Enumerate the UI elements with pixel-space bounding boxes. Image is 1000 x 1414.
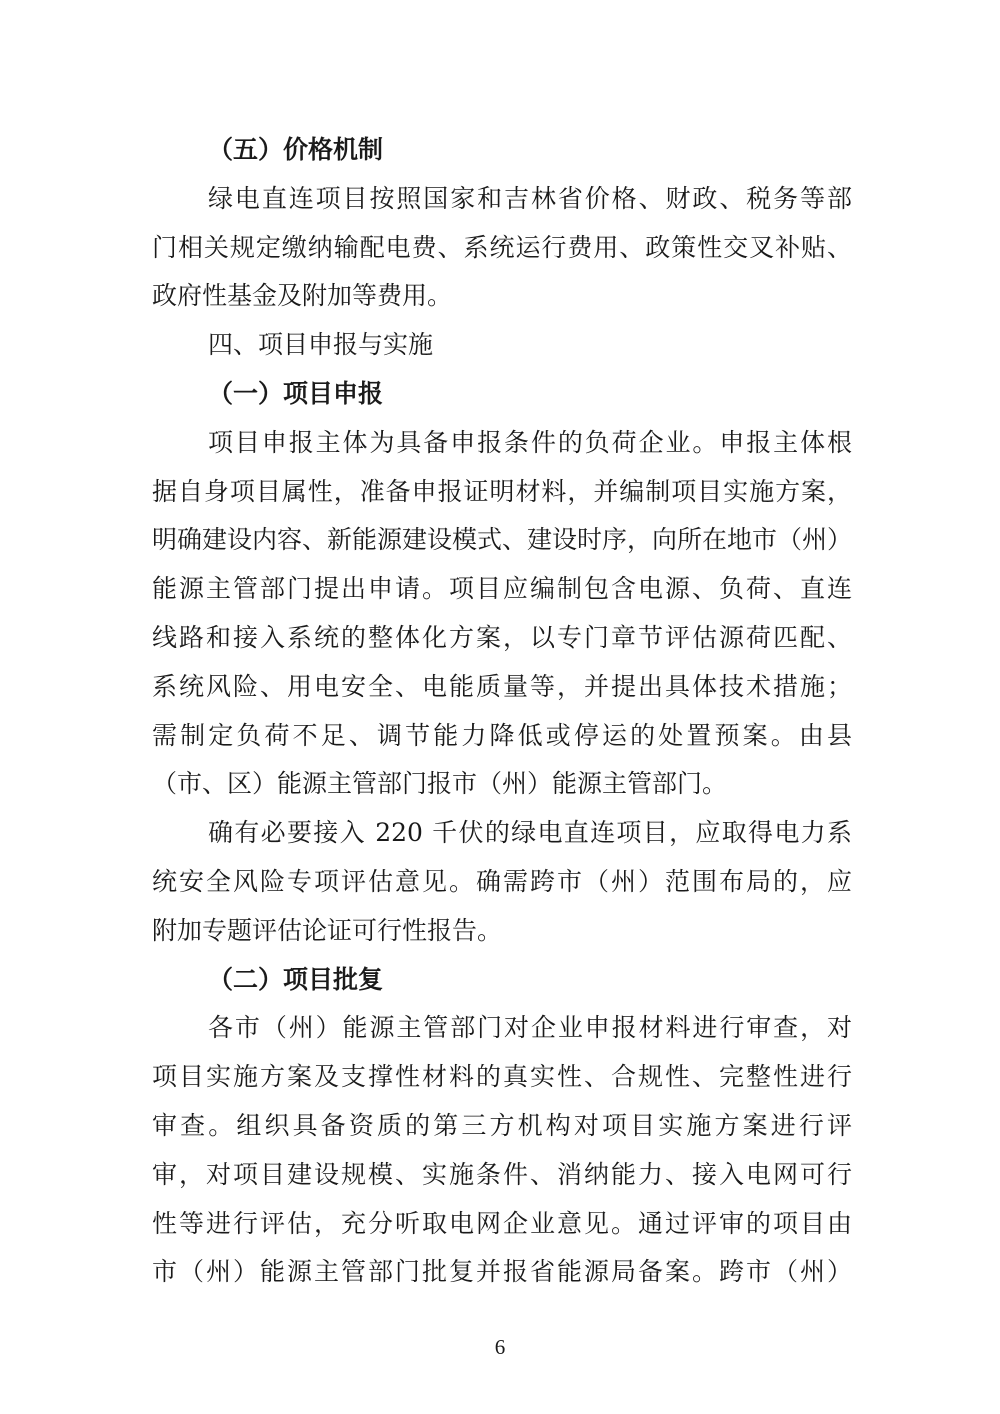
paragraph-line: 明确建设内容、新能源建设模式、建设时序，向所在地市（州） — [152, 525, 853, 555]
paragraph-line: 性等进行评估，充分听取电网企业意见。通过评审的项目由 — [152, 1208, 852, 1238]
paragraph-line: 政府性基金及附加等费用。 — [152, 281, 453, 311]
section-heading-price-mechanism: （五）价格机制 — [208, 135, 384, 164]
paragraph-line: 绿电直连项目按照国家和吉林省价格、财政、税务等部 — [208, 183, 852, 213]
paragraph-line: 各市（州）能源主管部门对企业申报材料进行审查，对 — [208, 1013, 852, 1043]
paragraph-line: 需制定负荷不足、调节能力降低或停运的处置预案。由县 — [152, 720, 852, 750]
paragraph-line: 确有必要接入 220 千伏的绿电直连项目，应取得电力系 — [208, 818, 852, 848]
paragraph-line: 项目申报主体为具备申报条件的负荷企业。申报主体根 — [208, 427, 852, 457]
page-number: 6 — [494, 1335, 506, 1359]
paragraph-line: 统安全风险专项评估意见。确需跨市（州）范围布局的，应 — [152, 866, 852, 896]
paragraph-line: 市（州）能源主管部门批复并报省能源局备案。跨市（州） — [152, 1257, 852, 1287]
section-heading-project-approval: （二）项目批复 — [208, 964, 384, 994]
paragraph-line: 审，对项目建设规模、实施条件、消纳能力、接入电网可行 — [152, 1159, 852, 1189]
section-heading-project-application: （一）项目申报 — [208, 378, 384, 408]
paragraph-line: 系统风险、用电安全、电能质量等，并提出具体技术措施； — [152, 671, 852, 701]
paragraph-line: 能源主管部门提出申请。项目应编制包含电源、负荷、直连 — [152, 574, 852, 604]
paragraph-line: 线路和接入系统的整体化方案，以专门章节评估源荷匹配、 — [152, 622, 852, 652]
part-heading-application-implementation: 四、项目申报与实施 — [208, 330, 434, 360]
paragraph-line: 项目实施方案及支撑性材料的真实性、合规性、完整性进行 — [152, 1062, 852, 1092]
paragraph-line: 附加专题评估论证可行性报告。 — [152, 915, 503, 945]
paragraph-line: （市、区）能源主管部门报市（州）能源主管部门。 — [152, 769, 728, 799]
body-text — [152, 126, 852, 1297]
paragraph-line: 审查。组织具备资质的第三方机构对项目实施方案进行评 — [152, 1110, 852, 1140]
paragraph-line: 据自身项目属性，准备申报证明材料，并编制项目实施方案， — [152, 476, 852, 506]
paragraph-line: 门相关规定缴纳输配电费、系统运行费用、政策性交叉补贴、 — [152, 232, 852, 262]
